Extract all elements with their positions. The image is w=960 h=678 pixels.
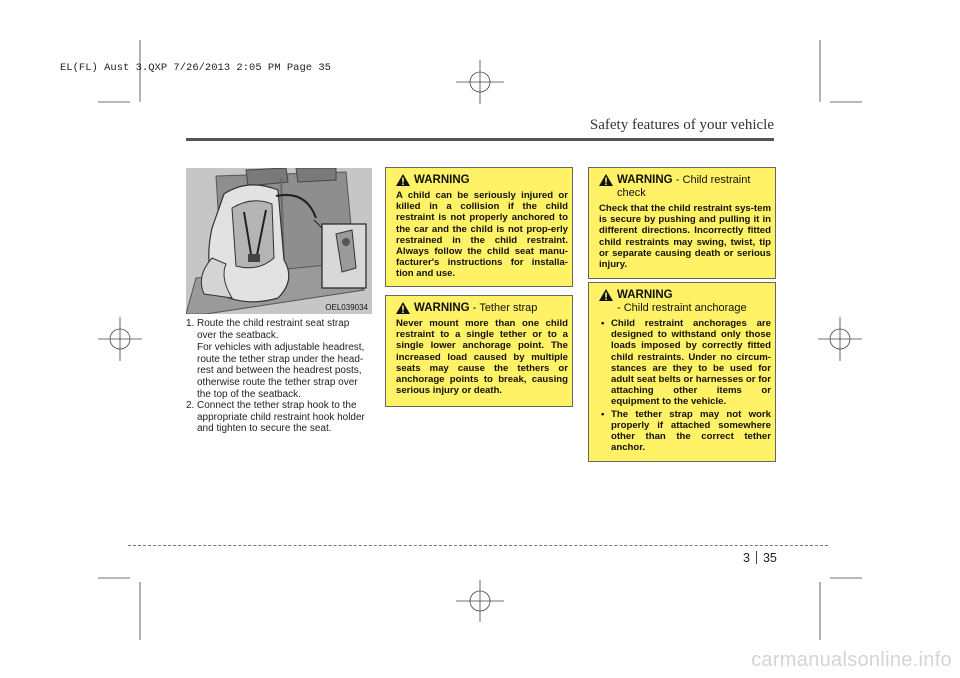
warning-box-tether-strap bbox=[385, 295, 573, 407]
figure-code: OEL039034 bbox=[325, 303, 368, 312]
step-text: over the seatback. bbox=[197, 329, 279, 341]
header-rule bbox=[186, 138, 774, 141]
warning-bullet: • The tether strap may not work properly if attached somewhere other than the correct tether anchor. bbox=[599, 409, 771, 454]
car-seat-drawing bbox=[186, 168, 372, 314]
step-text: Connect the tether strap hook to the bbox=[197, 400, 357, 412]
warning-triangle-icon bbox=[599, 289, 613, 301]
warning-title: WARNING bbox=[414, 302, 470, 314]
warning-triangle-icon bbox=[396, 302, 410, 314]
print-header: EL(FL) Aust 3.QXP 7/26/2013 2:05 PM Page 35 bbox=[60, 62, 331, 74]
warning-subtitle: - Child restraint check bbox=[617, 174, 751, 199]
warning-bullet: • Child restraint anchorages are designed to withstand only those loads imposed by correctly fitted child restraints. Under no circum-stances are they to be used for adult seat belts or harnesses or for attaching other items or equipment to the vehicle. bbox=[599, 318, 771, 408]
footer-rule bbox=[128, 545, 828, 546]
warning-title: WARNING bbox=[617, 289, 673, 301]
chapter-number: 3 bbox=[743, 551, 750, 565]
warning-title: WARNING bbox=[414, 174, 470, 186]
page-number-value: 35 bbox=[762, 551, 777, 565]
warning-box-child-restraint bbox=[385, 167, 573, 287]
step-2 bbox=[186, 400, 372, 435]
warning-text: Never mount more than one child restraint to a single tether or to a single lower anchorage point. The increased load caused by multiple seats may cause the tethers or anchorage points to break, causing serious injury or death. bbox=[396, 318, 568, 397]
step-note: For vehicles with adjustable headrest, route the tether strap under the head-rest and between the headrest posts, otherwise route the tether strap over the top of the seatback. bbox=[197, 342, 365, 400]
warning-text: Check that the child restraint sys-tem is secure by pushing and pulling it in different directions. Incorrectly fitted child restraints may swing, twist, tip or separate causing death or serious injury. bbox=[599, 203, 771, 271]
child-seat-illustration bbox=[186, 168, 372, 314]
warning-box-restraint-check bbox=[588, 167, 776, 279]
warning-triangle-icon bbox=[396, 174, 410, 186]
section-title: Safety features of your vehicle bbox=[589, 117, 774, 133]
warning-subtitle: - Child restraint anchorage bbox=[617, 302, 747, 314]
step-number: 2. bbox=[186, 400, 195, 412]
warning-subtitle: - Tether strap bbox=[472, 302, 538, 314]
step-1 bbox=[186, 318, 372, 400]
warning-text bbox=[599, 318, 771, 453]
warning-triangle-icon bbox=[599, 174, 613, 186]
page-number bbox=[743, 551, 777, 565]
warning-title: WARNING bbox=[617, 174, 673, 186]
warning-text: A child can be seriously injured or killed in a collision if the child restraint is not properly anchored to the car and the child is not prop-erly restrained in the child restraint. Always follow the child seat manu-facturer's instructions for installa-tion and use. bbox=[396, 190, 568, 280]
instructions bbox=[186, 318, 372, 435]
warning-box-restraint-anchorage bbox=[588, 282, 776, 462]
step-text: Route the child restraint seat strap bbox=[197, 318, 350, 329]
step-text: appropriate child restraint hook holder and tighten to secure the seat. bbox=[197, 411, 365, 435]
footer-watermark: carmanualsonline.info bbox=[751, 649, 952, 671]
step-number: 1. bbox=[186, 318, 195, 329]
